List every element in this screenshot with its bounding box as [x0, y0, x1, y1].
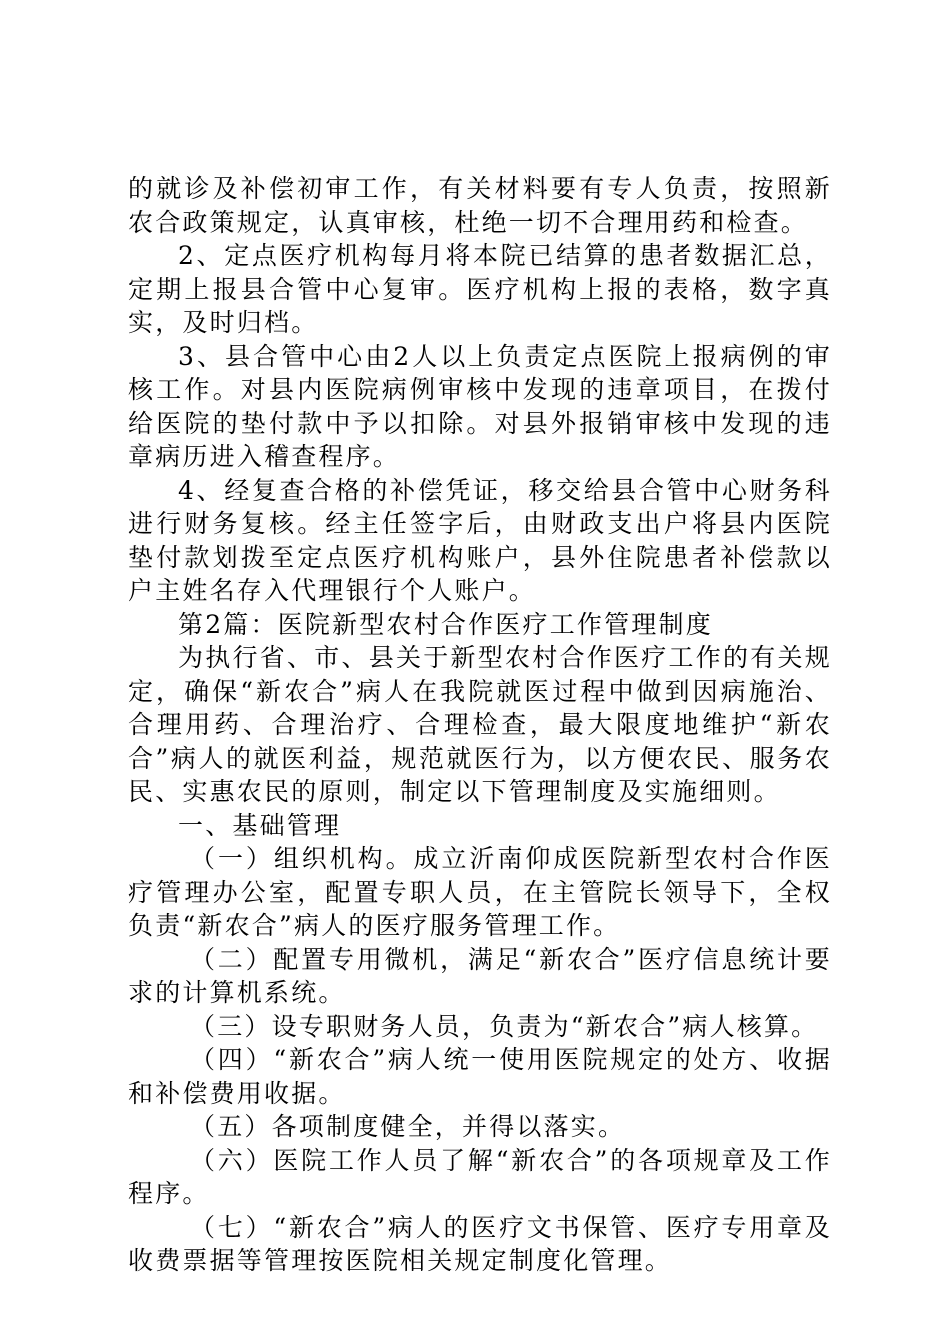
- section-title: 第2篇：医院新型农村合作医疗工作管理制度: [178, 609, 713, 639]
- list-item-7: （七）“新农合”病人的医疗文书保管、医疗专用章及收费票据等管理按医院相关规定制度化管理。: [128, 1212, 832, 1275]
- list-item-5: （五）各项制度健全，并得以落实。: [190, 1112, 626, 1141]
- paragraph-continuation: 的就诊及补偿初审工作，有关材料要有专人负责，按照新农合政策规定，认真审核，杜绝一切不合理用药和检查。: [128, 174, 832, 237]
- paragraph-item-2: 2、定点医疗机构每月将本院已结算的患者数据汇总，定期上报县合管中心复审。医疗机构上报的表格，数字真实，及时归档。: [128, 241, 832, 337]
- paragraph-item-4: 4、经复查合格的补偿凭证，移交给县合管中心财务科进行财务复核。经主任签字后，由财政支出户将县内医院垫付款划拨至定点医疗机构账户，县外住院患者补偿款以户主姓名存入代理银行个人账户。: [128, 475, 832, 605]
- list-item-6: （六）医院工作人员了解“新农合”的各项规章及工作程序。: [128, 1145, 832, 1208]
- list-item-4: （四）“新农合”病人统一使用医院规定的处方、收据和补偿费用收据。: [128, 1045, 832, 1108]
- list-item-1: （一）组织机构。成立沂南仰成医院新型农村合作医疗管理办公室，配置专职人员，在主管院长领导下，全权负责“新农合”病人的医疗服务管理工作。: [128, 844, 832, 940]
- list-item-3: （三）设专职财务人员，负责为“新农合”病人核算。: [190, 1011, 819, 1041]
- list-item-2: （二）配置专用微机，满足“新农合”医疗信息统计要求的计算机系统。: [128, 944, 832, 1007]
- paragraph-intro: 为执行省、市、县关于新型农村合作医疗工作的有关规定，确保“新农合”病人在我院就医过程中做到因病施治、合理用药、合理治疗、合理检查，最大限度地维护“新农合”病人的就医利益，规范就医行为，以方便农民、服务农民、实惠农民的原则，制定以下管理制度及实施细则。: [128, 643, 832, 806]
- document-body: [128, 172, 832, 1278]
- paragraph-item-3: 3、县合管中心由2人以上负责定点医院上报病例的审核工作。对县内医院病例审核中发现的违章项目，在拨付给医院的垫付款中予以扣除。对县外报销审核中发现的违章病历进入稽查程序。: [128, 341, 832, 471]
- subsection-heading: 一、基础管理: [178, 810, 342, 840]
